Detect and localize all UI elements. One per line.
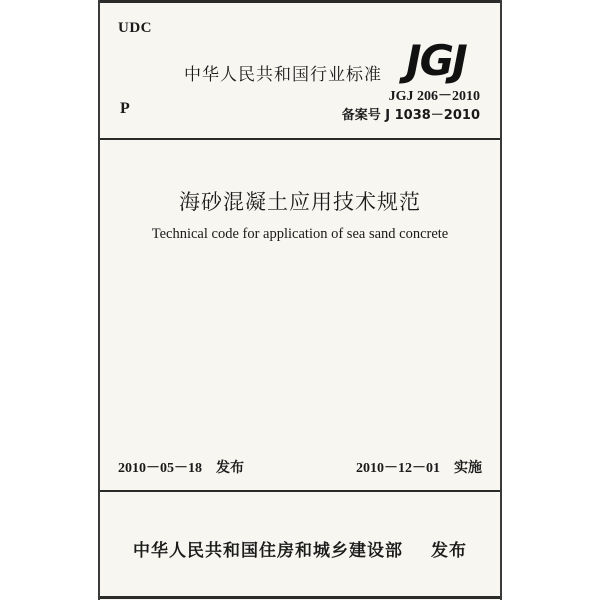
classification-code: P bbox=[120, 100, 130, 117]
bottom-border bbox=[100, 596, 500, 599]
issue-date-block bbox=[118, 457, 244, 477]
standard-cover bbox=[98, 0, 502, 600]
title-chinese: 海砂混凝土应用技术规范 bbox=[179, 190, 421, 214]
standard-number: JGJ 206－2010 bbox=[388, 89, 480, 104]
implementation-date-label: 实施 bbox=[454, 460, 482, 476]
jgj-logo: JGJ bbox=[406, 36, 466, 85]
implementation-date-block bbox=[356, 457, 482, 477]
standard-number-block bbox=[342, 87, 480, 125]
implementation-date: 2010－12－01 bbox=[356, 461, 440, 476]
udc-label: UDC bbox=[118, 20, 152, 36]
issue-date: 2010－05－18 bbox=[118, 461, 202, 476]
issuer-publish-label: 发布 bbox=[431, 541, 467, 561]
top-border bbox=[100, 0, 500, 3]
issue-date-label: 发布 bbox=[216, 460, 244, 476]
issuer-block bbox=[100, 536, 500, 561]
ministry-standard-label: 中华人民共和国行业标准 bbox=[184, 65, 382, 85]
footer-divider bbox=[100, 490, 500, 492]
header-divider bbox=[100, 138, 500, 140]
issuer-name: 中华人民共和国住房和城乡建设部 bbox=[133, 541, 403, 561]
record-number: 备案号 J 1038－2010 bbox=[341, 108, 480, 123]
title-english: Technical code for application of sea sand concrete bbox=[151, 226, 449, 242]
